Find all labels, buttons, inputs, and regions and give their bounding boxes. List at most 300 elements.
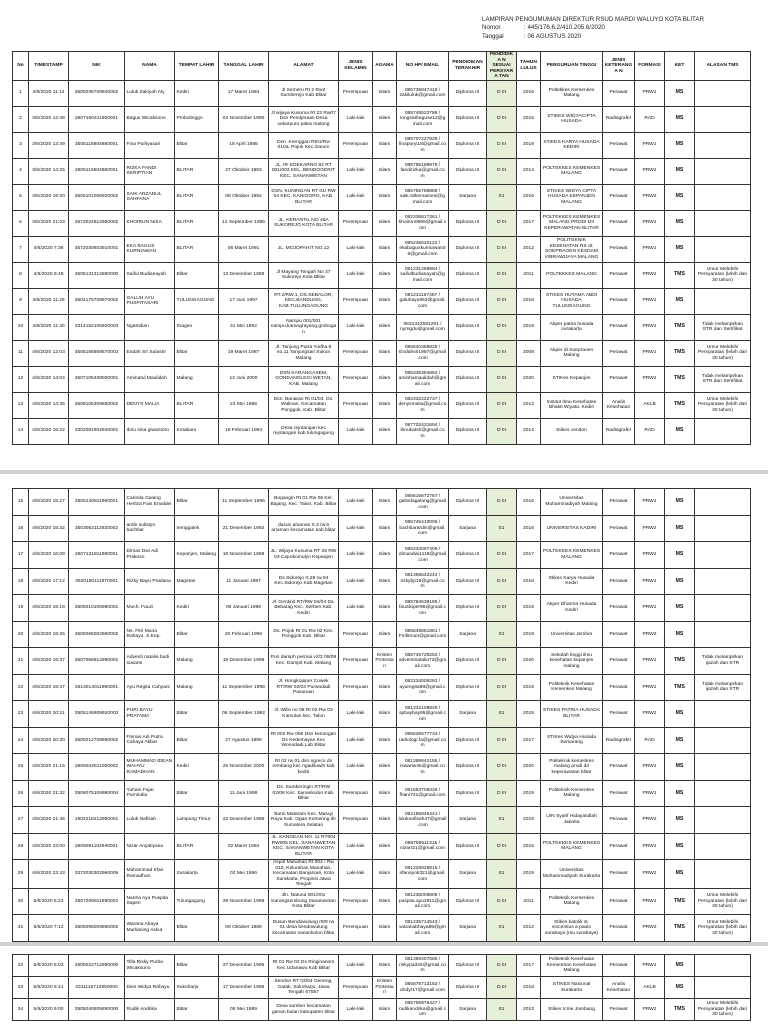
cell-no: 29 (13, 860, 29, 889)
cell-alasan-tms (695, 754, 751, 781)
cell-jenis-keterangan: Perawat (603, 314, 635, 340)
cell-timestamp: 5/6/2020 6:03 (29, 955, 69, 977)
cell-perguruan-tinggi: Politeknik Kesehatan Kemenkes Malang (541, 674, 603, 701)
column-header-formasi: FORMASI (635, 52, 665, 81)
cell-nama: Luluk Nafisah (125, 807, 175, 834)
cell-nama: DENYS MALIA (125, 392, 175, 418)
cell-alamat: DSN KARANGASEM, GONDANGLEGI WETAN, KAB. Malang (269, 366, 339, 392)
cell-tempat-lahir: BLITAR (175, 236, 219, 262)
cell-alasan-tms (695, 807, 751, 834)
cell-formasi: PRW1 (635, 674, 665, 701)
cell-nik: 3505066002960002 (69, 621, 125, 648)
cell-jenis-keterangan: Perawat (603, 833, 635, 860)
cell-tempat-lahir: Sukoharjo (175, 977, 219, 999)
cell-ket: TMS (665, 340, 695, 366)
cell-no-hp-email: 085736847418 / zakiluluk@gmail.com (397, 80, 449, 106)
cell-alamat: Nampu 001/001 nampu,karangrayung,grobogan (269, 314, 339, 340)
cell-nik: 3507131811980001 (69, 542, 125, 569)
cell-perguruan-tinggi: STIKes Kepanjen (541, 366, 603, 392)
cell-no: 31 (13, 915, 29, 942)
cell-timestamp: 4/6/2020 19:37 (29, 648, 69, 675)
cell-no: 26 (13, 780, 29, 807)
cell-formasi: PRW1 (635, 754, 665, 781)
cell-timestamp: 5/6/2020 6:41 (29, 977, 69, 999)
document-page-3 (0, 946, 768, 1024)
column-header-tahun-lulus: TAHUN LULUS (517, 52, 541, 81)
cell-tahun-lulus: 2017 (517, 955, 541, 977)
cell-no-hp-email: 081355542244 / rizkybp18@gmail.com (397, 568, 449, 595)
cell-no-hp-email: 085234067409 / dimasdwi1118@gmail.com (397, 542, 449, 569)
cell-jenis-kelamin: Laki-laki (339, 727, 373, 754)
cell-alasan-tms (695, 288, 751, 314)
cell-tahun-lulus: 2014 (517, 418, 541, 444)
table-row (13, 999, 751, 1021)
cell-jenis-kelamin: Perempuan (339, 915, 373, 942)
cell-no-hp-email: 082336817361 / khoirun0669@gmail.com (397, 210, 449, 236)
cell-jenis-kelamin: Perempuan (339, 288, 373, 314)
cell-jenis-kelamin: Perempuan (339, 807, 373, 834)
cell-alamat: Jl. Wilis no 08 Rt 02 Rw 03 Kamulan kec. Talun (269, 701, 339, 728)
cell-ket: MS (665, 80, 695, 106)
cell-alasan-tms (695, 860, 751, 889)
cell-perguruan-tinggi: UNIVERSITAS KADIRI (541, 515, 603, 542)
table-row (13, 648, 751, 675)
cell-agama: Islam (373, 955, 397, 977)
cell-agama: Islam (373, 236, 397, 262)
cell-alamat: Desa sumber kecamatan ganan bulan kabupaten blitar (269, 999, 339, 1021)
cell-perguruan-tinggi: STIKes Widya Husada Semarang (541, 727, 603, 754)
table-row (13, 210, 751, 236)
cell-tanggal-lahir: 06 Maret 1991 (219, 236, 269, 262)
table-row (13, 860, 751, 889)
cell-nik: 3507056912990001 (69, 648, 125, 675)
cell-jenis-kelamin: Perempuan (339, 340, 373, 366)
cell-tahun-lulus: 2012 (517, 236, 541, 262)
table-row (13, 340, 751, 366)
cell-perguruan-tinggi: POLITEKNIK KESEHATAN RS dr. SOEPRAOEN KESDAM V/BRAWIJAYA MALANG (541, 236, 603, 262)
cell-tanggal-lahir: 21 Desember 1992 (219, 515, 269, 542)
cell-perguruan-tinggi: POLTEKKES MALANG (541, 262, 603, 288)
cell-jenis-keterangan: Perawat (603, 236, 635, 262)
cell-tanggal-lahir: 11 Januari 1997 (219, 568, 269, 595)
cell-tahun-lulus: 2012 (517, 915, 541, 942)
table-row (13, 542, 751, 569)
cell-no-hp-email: 085636577734 / radiologi.fa@gmail.com (397, 727, 449, 754)
cell-no: 20 (13, 621, 29, 648)
cell-alasan-tms: Tidak melampirkan STR dan Sertifikat (695, 366, 751, 392)
cell-nik: 3302091902940001 (69, 418, 125, 444)
cell-alamat: Jl. Tanjung Putra Yudha 8 no.11 Tanjungsari Sukun Malang (269, 340, 339, 366)
table-row (13, 262, 751, 288)
cell-ket: MS (665, 184, 695, 210)
cell-nik: 3505095009890002 (69, 915, 125, 942)
cell-no-hp-email: 085640358828 / Endahsri1987@gmail.com (397, 340, 449, 366)
table-row (13, 621, 751, 648)
table-row (13, 392, 751, 418)
cell-tempat-lahir: Blitar (175, 262, 219, 288)
cell-nik: 3504175708970002 (69, 288, 125, 314)
cell-nama: Rudik Andrika (125, 999, 175, 1021)
cell-formasi: PRW1 (635, 340, 665, 366)
cell-tahun-lulus: 2011 (517, 262, 541, 288)
cell-no-hp-email: 085755976427 / rudikandrika@gmail.com (397, 999, 449, 1021)
cell-tempat-lahir: Sragen (175, 314, 219, 340)
cell-pendidikan-sesuai: D III (487, 595, 517, 622)
cell-tahun-lulus: 2018 (517, 568, 541, 595)
cell-tahun-lulus: 2017 (517, 210, 541, 236)
cell-pendidikan-terakhir: Diploma III (449, 489, 487, 516)
cell-no-hp-email: 087702431694 / ibnukatsh@gmail.com (397, 418, 449, 444)
cell-tahun-lulus: 2018 (517, 288, 541, 314)
cell-tanggal-lahir: 27 Oktober 1993 (219, 158, 269, 184)
cell-formasi: PRW2 (635, 915, 665, 942)
cell-alasan-tms (695, 418, 751, 444)
cell-alamat: Rt 01 Rw 02 Ds Ringinanom Kec Udanawu Kab Blitar (269, 955, 339, 977)
column-header-tempat-lahir: TEMPAT LAHIR (175, 52, 219, 81)
cell-alasan-tms: Umur Melebihi Persyaratan (lebih dari 30 tahun) (695, 340, 751, 366)
cell-perguruan-tinggi: Akper Dharma Husada Kediri (541, 595, 603, 622)
cell-jenis-keterangan: Perawat (603, 860, 635, 889)
cell-nik: 3311115712950000 (69, 977, 125, 999)
cell-jenis-keterangan: Analis Kesehatan (603, 392, 635, 418)
cell-tahun-lulus: 2019 (517, 314, 541, 340)
cell-formasi: PRW2 (635, 807, 665, 834)
cell-pendidikan-terakhir: Diploma III (449, 754, 487, 781)
cell-jenis-keterangan: Perawat (603, 158, 635, 184)
cell-ket: MS (665, 727, 695, 754)
cell-nik: 3505022712950000 (69, 955, 125, 977)
cell-timestamp: 4/6/2020 21:46 (29, 807, 69, 834)
cell-tempat-lahir: TULUNGAGUNG (175, 288, 219, 314)
cell-no: 14 (13, 418, 29, 444)
table-row (13, 915, 751, 942)
cell-no: 7 (13, 236, 29, 262)
table-row (13, 314, 751, 340)
column-header-agama: AGAMA (373, 52, 397, 81)
cell-tahun-lulus: 2019 (517, 674, 541, 701)
cell-pendidikan-terakhir: Diploma III (449, 955, 487, 977)
cell-jenis-keterangan: Perawat (603, 780, 635, 807)
cell-pendidikan-sesuai: S1 (487, 807, 517, 834)
cell-agama: Islam (373, 888, 397, 915)
cell-formasi: PRW1 (635, 780, 665, 807)
tanggal-label: Tanggal (482, 32, 504, 40)
table-row (13, 489, 751, 516)
cell-nama: Endah Sri Sulastri (125, 340, 175, 366)
column-header-no-hp-email: NO HP/ EMAIL (397, 52, 449, 81)
cell-perguruan-tinggi: STIKES HUTAMA ABDI HUSADA TULUNGAGUNG (541, 288, 603, 314)
cell-jenis-kelamin: Laki-laki (339, 568, 373, 595)
cell-tanggal-lahir: 06 Januari 1998 (219, 595, 269, 622)
cell-formasi: PRW1 (635, 542, 665, 569)
cell-no: 11 (13, 340, 29, 366)
cell-jenis-kelamin: Laki-laki (339, 999, 373, 1021)
cell-tempat-lahir: BLITAR (175, 158, 219, 184)
cell-jenis-kelamin: Perempuan (339, 392, 373, 418)
column-header-pendidikan-sesuai: PENDIDIKA N SESUAI PERSYARA TAN (487, 52, 517, 81)
cell-alamat: JL. Wijaya Kusuma RT 25 RW 03 Cepokomulyo Kepanjen (269, 542, 339, 569)
cell-pendidikan-sesuai: S1 (487, 701, 517, 728)
cell-ket: MS (665, 236, 695, 262)
cell-timestamp: 4/6/2020 23:00 (29, 833, 69, 860)
cell-tempat-lahir: Kediri (175, 754, 219, 781)
cell-nik: 3505091102940001 (69, 833, 125, 860)
cell-tempat-lahir: Blitar (175, 621, 219, 648)
cell-alasan-tms (695, 158, 751, 184)
cell-no-hp-email: 081332108849 / spbaybay95@gmail.com (397, 701, 449, 728)
cell-pendidikan-terakhir: Diploma III (449, 340, 487, 366)
cell-agama: Islam (373, 184, 397, 210)
column-header-nama: NAMA (125, 52, 175, 81)
cell-jenis-kelamin: Laki-laki (339, 754, 373, 781)
cell-pendidikan-sesuai: D III (487, 132, 517, 158)
cell-pendidikan-sesuai: D III (487, 288, 517, 314)
cell-nama: KHOIRUN NISA (125, 210, 175, 236)
cell-jenis-keterangan: Perawat (603, 184, 635, 210)
cell-tempat-lahir: Kediri (175, 595, 219, 622)
cell-pendidikan-sesuai: D III (487, 106, 517, 132)
cell-timestamp: 4/6/2020 11:40 (29, 314, 69, 340)
cell-alasan-tms (695, 727, 751, 754)
cell-agama: Islam (373, 833, 397, 860)
cell-alamat: Jl wijaya Kusuma Rt 22 Rw07 Dsn Pendjeraan Desa sekarpuro pakis malang (269, 106, 339, 132)
cell-perguruan-tinggi: Politeknik Kemenkes Malang (541, 888, 603, 915)
cell-pendidikan-sesuai: D III (487, 418, 517, 444)
cell-pendidikan-sesuai: S1 (487, 915, 517, 942)
cell-ket: MS (665, 780, 695, 807)
cell-no: 8 (13, 262, 29, 288)
cell-perguruan-tinggi: Stikes Karya Husada Kediri (541, 568, 603, 595)
cell-tanggal-lahir: 17 Desember 1995 (219, 977, 269, 999)
cell-pendidikan-sesuai: D III (487, 542, 517, 569)
cell-alamat: Dsn. Banaran Rt 01/03. Ds. Walinan. Kecamatan Ponggok. Kab. Blitar (269, 392, 339, 418)
cell-jenis-keterangan: Radiografer (603, 106, 635, 132)
cell-agama: Kristen Protestan (373, 648, 397, 675)
cell-alasan-tms (695, 515, 751, 542)
cell-no-hp-email: 085745410005 / bachtiarardin@gmail.com (397, 515, 449, 542)
cell-alasan-tms (695, 542, 751, 569)
cell-no-hp-email: 085748523786 / rongsarbaguse12@gmail.com (397, 106, 449, 132)
table-row (13, 888, 751, 915)
cell-jenis-keterangan: Perawat (603, 515, 635, 542)
cell-pendidikan-sesuai: D III (487, 977, 517, 999)
cell-agama: Islam (373, 807, 397, 834)
cell-agama: Islam (373, 80, 397, 106)
cell-perguruan-tinggi: POLTEKKES KEMENKES MALANG (541, 158, 603, 184)
cell-formasi: PRW1 (635, 888, 665, 915)
cell-agama: Islam (373, 595, 397, 622)
cell-no-hp-email: 085745728252 / adventinatalia72@gmail.com (397, 648, 449, 675)
cell-agama: Islam (373, 754, 397, 781)
cell-no-hp-email: 081388842155 / iswanw45@gmail.com (397, 754, 449, 781)
cell-tahun-lulus: 2015 (517, 701, 541, 728)
cell-no-hp-email: 081226826815 / irfanayok321@gmail.com (397, 860, 449, 889)
table-row (13, 366, 751, 392)
cell-nik: 3505140911960001 (69, 489, 125, 516)
cell-tanggal-lahir: 08 Oktober 1992 (219, 184, 269, 210)
cell-tanggal-lahir: 22 Desember 1995 (219, 807, 269, 834)
cell-alamat: dusun ariaman rt.3 rw.6 ariaman kecamatan kab.blitar (269, 515, 339, 542)
table-row (13, 418, 751, 444)
cell-pendidikan-terakhir: Diploma III (449, 236, 487, 262)
cell-pendidikan-terakhir: Diploma III (449, 392, 487, 418)
nomor-label: Nomor (482, 24, 501, 32)
cell-tahun-lulus: 2019 (517, 860, 541, 889)
cell-formasi: PRW1 (635, 648, 665, 675)
cell-tanggal-lahir: 09 Oktober 1989 (219, 915, 269, 942)
cell-pendidikan-terakhir: Sarjana (449, 515, 487, 542)
cell-perguruan-tinggi: STIKES Nasional Surakarta (541, 977, 603, 999)
cell-no-hp-email: 085876713183 / dndyr17@gmail.com (397, 977, 449, 999)
cell-tempat-lahir: Blitar (175, 340, 219, 366)
cell-jenis-kelamin: Laki-laki (339, 595, 373, 622)
cell-jenis-kelamin: Perempuan (339, 888, 373, 915)
cell-agama: Islam (373, 727, 397, 754)
cell-timestamp: 3/6/2020 14:25 (29, 158, 69, 184)
table-row (13, 236, 751, 262)
cell-pendidikan-terakhir: Diploma III (449, 158, 487, 184)
cell-pendidikan-terakhir: Diploma III (449, 366, 487, 392)
cell-jenis-keterangan: Perawat (603, 210, 635, 236)
cell-pendidikan-sesuai: D III (487, 340, 517, 366)
cell-alamat: Dusun Bendowulung rt09 rw 01 desa bendowulung kecamatan sanankulon blitar (269, 915, 339, 942)
cell-nama: Warana Abaya Murlianing Askut (125, 915, 175, 942)
cell-ket: MS (665, 595, 695, 622)
cell-nik: 3572030603910001 (69, 236, 125, 262)
cell-timestamp: 4/6/2020 14:04 (29, 366, 69, 392)
cell-agama: Islam (373, 392, 397, 418)
cell-no-hp-email: 085785189979 / fandirizka@gmail.com (397, 158, 449, 184)
cell-alasan-tms (695, 955, 751, 977)
cell-alasan-tms (695, 621, 751, 648)
cell-tanggal-lahir: 02 Maret 1994 (219, 833, 269, 860)
cell-tahun-lulus: 2019 (517, 132, 541, 158)
cell-agama: Islam (373, 210, 397, 236)
cell-no-hp-email: 085755788888 / saik.stikemamesi@gmail.com (397, 184, 449, 210)
cell-no-hp-email: 081231268984 / saifulbudianayah@gmail.com (397, 262, 449, 288)
cell-alasan-tms (695, 780, 751, 807)
cell-timestamp: 3/6/2020 12:48 (29, 106, 69, 132)
cell-formasi: RAD (635, 106, 665, 132)
cell-pendidikan-terakhir: Diploma III (449, 780, 487, 807)
cell-nik: 3514014011960001 (69, 674, 125, 701)
cell-tempat-lahir: Probolinggo (175, 106, 219, 132)
cell-no: 5 (13, 184, 29, 210)
cell-no: 24 (13, 727, 29, 754)
header-title: LAMPIRAN PENGUMUMAN DIREKTUR RSUD MARDI WALUYO KOTA BLITAR (482, 16, 704, 23)
cell-ket: MS (665, 515, 695, 542)
cell-timestamp: 4/6/2020 15:32 (29, 515, 69, 542)
cell-no: 13 (13, 392, 29, 418)
cell-tempat-lahir: Kepanjen, Malang (175, 542, 219, 569)
cell-nama: Ngatniban (125, 314, 175, 340)
cell-no: 2 (13, 106, 29, 132)
cell-no-hp-email: 0831342591291 / nymgdu@gmail.com (397, 314, 449, 340)
cell-tahun-lulus: 2017 (517, 727, 541, 754)
cell-no-hp-email: 085615672767 / galindagalang@gmail.com (397, 489, 449, 516)
cell-ket: MS (665, 568, 695, 595)
cell-agama: Islam (373, 915, 397, 942)
cell-tahun-lulus: 2016 (517, 489, 541, 516)
cell-pendidikan-sesuai: D III (487, 888, 517, 915)
cell-formasi: PRW1 (635, 366, 665, 392)
cell-timestamp: 4/6/2020 19:37 (29, 674, 69, 701)
cell-jenis-keterangan: Perawat (603, 754, 635, 781)
cell-perguruan-tinggi: Stikes cendon (541, 418, 603, 444)
cell-nama: Dies Widya Rahayu (125, 977, 175, 999)
cell-alamat: Jl. Gentinit RT/RW 04/04 Ds. Bebarag Kec. Serben Kab. Kediri (269, 595, 339, 622)
cell-nama: Tilla Risky Purba Wicaksono (125, 955, 175, 977)
cell-jenis-kelamin: Perempuan (339, 366, 373, 392)
cell-alamat: JL. IR SOEKARNO 82 RT 001/003 KEL. BENDOGERIT KEC. SANANWETAN (269, 158, 339, 184)
cell-nik: 3505118804860001 (69, 132, 125, 158)
cell-pendidikan-terakhir: Diploma III (449, 262, 487, 288)
cell-no: 9 (13, 288, 29, 314)
cell-alamat: Aspol Manahan Rt 002 / Rw 010, Kelurahan Manahan, Kecamatan Banjarsari, Kota Surakarta, Propinsi Jawa Tengah (269, 860, 339, 889)
cell-alamat: Desa rejotangan kec rejotangan kab tulungagung (269, 418, 339, 444)
cell-no-hp-email: 082332222737 / denysmalia@gmail.com (397, 392, 449, 418)
cell-tempat-lahir: Kotabaru (175, 418, 219, 444)
cell-tanggal-lahir: 20 Februari 1996 (219, 621, 269, 648)
cell-jenis-keterangan: Perawat (603, 888, 635, 915)
cell-formasi: PRW2 (635, 999, 665, 1021)
cell-timestamp: 4/6/2020 16:09 (29, 542, 69, 569)
cell-no: 1 (13, 80, 29, 106)
cell-ket: TMS (665, 366, 695, 392)
table-row (13, 288, 751, 314)
cell-jenis-kelamin: Laki-laki (339, 314, 373, 340)
cell-alamat: Ds. Pojok Rt 01 Rw 02 Kec. Ponggok Kab. Blitar (269, 621, 339, 648)
cell-alamat: Bumi Mataram Kec. Masuji Raya Kab. Ogan Komering Ilir Sumatera Selatan (269, 807, 339, 834)
cell-perguruan-tinggi: Institut Ilmu Kesehatan Bhakti Wiyata. Kediri (541, 392, 603, 418)
cell-tahun-lulus: 2013 (517, 999, 541, 1021)
cell-perguruan-tinggi: STIKES KARYA HUSADA KEDIRI (541, 132, 603, 158)
cell-nama: Finnan Adi Putra Cahaya Akbar (125, 727, 175, 754)
table-row (13, 184, 751, 210)
cell-nik: 3505010106980001 (69, 595, 125, 622)
cell-jenis-keterangan: Perawat (603, 542, 635, 569)
cell-jenis-kelamin: Laki-laki (339, 833, 373, 860)
cell-alasan-tms: Umur Melebihi Persyaratan (lebih dari 30 tahun) (695, 999, 751, 1021)
cell-ket: MS (665, 807, 695, 834)
cell-tanggal-lahir: 31 Mei 1992 (219, 314, 269, 340)
cell-formasi: PRW1 (635, 210, 665, 236)
cell-formasi: AKLB (635, 977, 665, 999)
cell-tempat-lahir: trenggalek (175, 515, 219, 542)
cell-nama: Ns. Fitri Muna Rahayu, S.Kep. (125, 621, 175, 648)
table-row (13, 132, 751, 158)
cell-no-hp-email: 085755511315 / nizarr21@gmail.com (397, 833, 449, 860)
cell-perguruan-tinggi: Politeknik Kesehatan Kementrian Kesehatan Malang (541, 955, 603, 977)
cell-nik: 3505012708950002 (69, 727, 125, 754)
cell-pendidikan-sesuai: S1 (487, 621, 517, 648)
column-header-jenis-kelamin: JENIS KELAMIN (339, 52, 373, 81)
cell-agama: Islam (373, 999, 397, 1021)
cell-formasi: PRW1 (635, 595, 665, 622)
cell-ket: TMS (665, 674, 695, 701)
cell-pendidikan-terakhir: Sarjana (449, 860, 487, 889)
cell-tanggal-lahir: 23 Mei 1986 (219, 392, 269, 418)
cell-nama: Nanha Ayu Puspita Sapen (125, 888, 175, 915)
applicant-table-page-2 (12, 488, 751, 942)
cell-no: 33 (13, 977, 29, 999)
cell-formasi: AKLB (635, 392, 665, 418)
cell-pendidikan-sesuai: D III (487, 674, 517, 701)
cell-jenis-keterangan: Perawat (603, 999, 635, 1021)
column-header-pendidikan-terakhir: PENDIDIKAN TERAKHIR (449, 52, 487, 81)
cell-pendidikan-sesuai: S1 (487, 515, 517, 542)
cell-tanggal-lahir: 29 November 1989 (219, 888, 269, 915)
